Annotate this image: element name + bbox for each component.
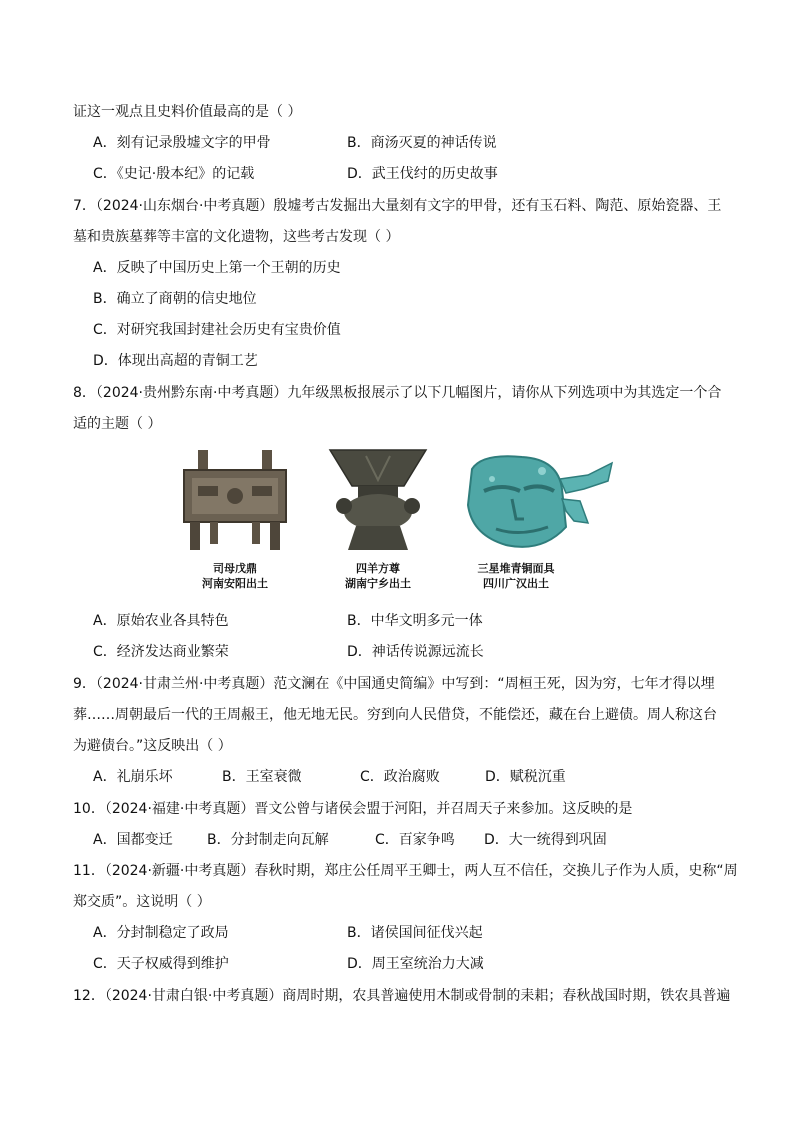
q6-option-d[interactable]: D．武王伐纣的历史故事 xyxy=(347,166,498,182)
q8-option-c[interactable]: C．经济发达商业繁荣 xyxy=(93,644,229,660)
q6-stem-tail: 证这一观点且史料价值最高的是（ ） xyxy=(73,104,302,120)
q10-option-d[interactable]: D．大一统得到巩固 xyxy=(484,832,607,848)
simuwu-ding-image xyxy=(178,446,292,554)
q8-option-b[interactable]: B．中华文明多元一体 xyxy=(347,613,483,629)
q11-option-b[interactable]: B．诸侯国间征伐兴起 xyxy=(347,925,483,941)
q6-option-c[interactable]: C．《史记·殷本纪》的记载 xyxy=(93,166,255,182)
q8-option-d[interactable]: D．神话传说源远流长 xyxy=(347,644,484,660)
q7-option-c[interactable]: C．对研究我国封建社会历史有宝贵价值 xyxy=(93,322,341,338)
q6-option-a[interactable]: A．刻有记录殷墟文字的甲骨 xyxy=(93,135,271,151)
caption-mask-name: 三星堆青铜面具 xyxy=(477,562,555,575)
q10-option-c[interactable]: C．百家争鸣 xyxy=(375,832,455,848)
q8-option-a[interactable]: A．原始农业各具特色 xyxy=(93,613,229,629)
caption-zun-name: 四羊方尊 xyxy=(356,562,400,575)
q9-option-d[interactable]: D．赋税沉重 xyxy=(485,769,566,785)
q9-option-a[interactable]: A．礼崩乐坏 xyxy=(93,769,173,785)
q11-option-d[interactable]: D．周王室统治力大减 xyxy=(347,956,484,972)
q10-option-a[interactable]: A．国都变迁 xyxy=(93,832,173,848)
bronze-mask-icon xyxy=(462,449,616,555)
q11-option-c[interactable]: C．天子权威得到维护 xyxy=(93,956,229,972)
q9-option-c[interactable]: C．政治腐败 xyxy=(360,769,440,785)
q8-stem-line1: 8．（2024·贵州黔东南·中考真题）九年级黑板报展示了以下几幅图片，请你从下列选项中为其选定一个合 xyxy=(73,385,722,401)
q6-option-b[interactable]: B．商汤灭夏的神话传说 xyxy=(347,135,497,151)
q11-stem-line1: 11．（2024·新疆·中考真题）春秋时期，郑庄公任周平王卿士，两人互不信任，交换儿子作为人质，史称“周 xyxy=(73,863,738,879)
q7-option-d[interactable]: D．体现出高超的青铜工艺 xyxy=(93,353,258,369)
q7-option-b[interactable]: B．确立了商朝的信史地位 xyxy=(93,291,257,307)
q9-option-b[interactable]: B．王室衰微 xyxy=(222,769,302,785)
q9-stem-line2: 葬……周朝最后一代的王周赧王，他无地无民。穷到向人民借贷，不能偿还，藏在台上避债。周人称这台 xyxy=(73,707,717,723)
q10-option-b[interactable]: B．分封制走向瓦解 xyxy=(207,832,329,848)
caption-zun-place: 湖南宁乡出土 xyxy=(345,577,411,590)
q11-stem-line2: 郑交质”。这说明（ ） xyxy=(73,894,211,910)
q9-stem-line3: 为避债台。”这反映出（ ） xyxy=(73,738,232,754)
caption-ding-place: 河南安阳出土 xyxy=(202,577,268,590)
q9-stem-line1: 9．（2024·甘肃兰州·中考真题）范文澜在《中国通史简编》中写到：“周桓王死，因为穷，七年才得以埋 xyxy=(73,676,715,692)
q12-stem-line1: 12．（2024·甘肃白银·中考真题）商周时期，农具普遍使用木制或骨制的耒耜；春秋战国时期，铁农具普遍 xyxy=(73,988,731,1004)
zun-icon xyxy=(326,446,430,554)
q10-stem-line1: 10．（2024·福建·中考真题）晋文公曾与诸侯会盟于河阳，并召周天子来参加。这反映的是 xyxy=(73,801,633,817)
q7-stem-line1: 7．（2024·山东烟台·中考真题）殷墟考古发掘出大量刻有文字的甲骨，还有玉石料、陶范、原始瓷器、王 xyxy=(73,198,722,214)
caption-ding-name: 司母戊鼎 xyxy=(213,562,257,575)
q8-stem-line2: 适的主题（ ） xyxy=(73,416,162,432)
ding-icon xyxy=(178,446,292,554)
sanxingdui-mask-image xyxy=(462,449,616,555)
q11-option-a[interactable]: A．分封制稳定了政局 xyxy=(93,925,229,941)
caption-mask-place: 四川广汉出土 xyxy=(483,577,549,590)
four-ram-zun-image xyxy=(326,446,430,554)
q7-stem-line2: 墓和贵族墓葬等丰富的文化遗物，这些考古发现（ ） xyxy=(73,229,400,245)
q7-option-a[interactable]: A．反映了中国历史上第一个王朝的历史 xyxy=(93,260,341,276)
